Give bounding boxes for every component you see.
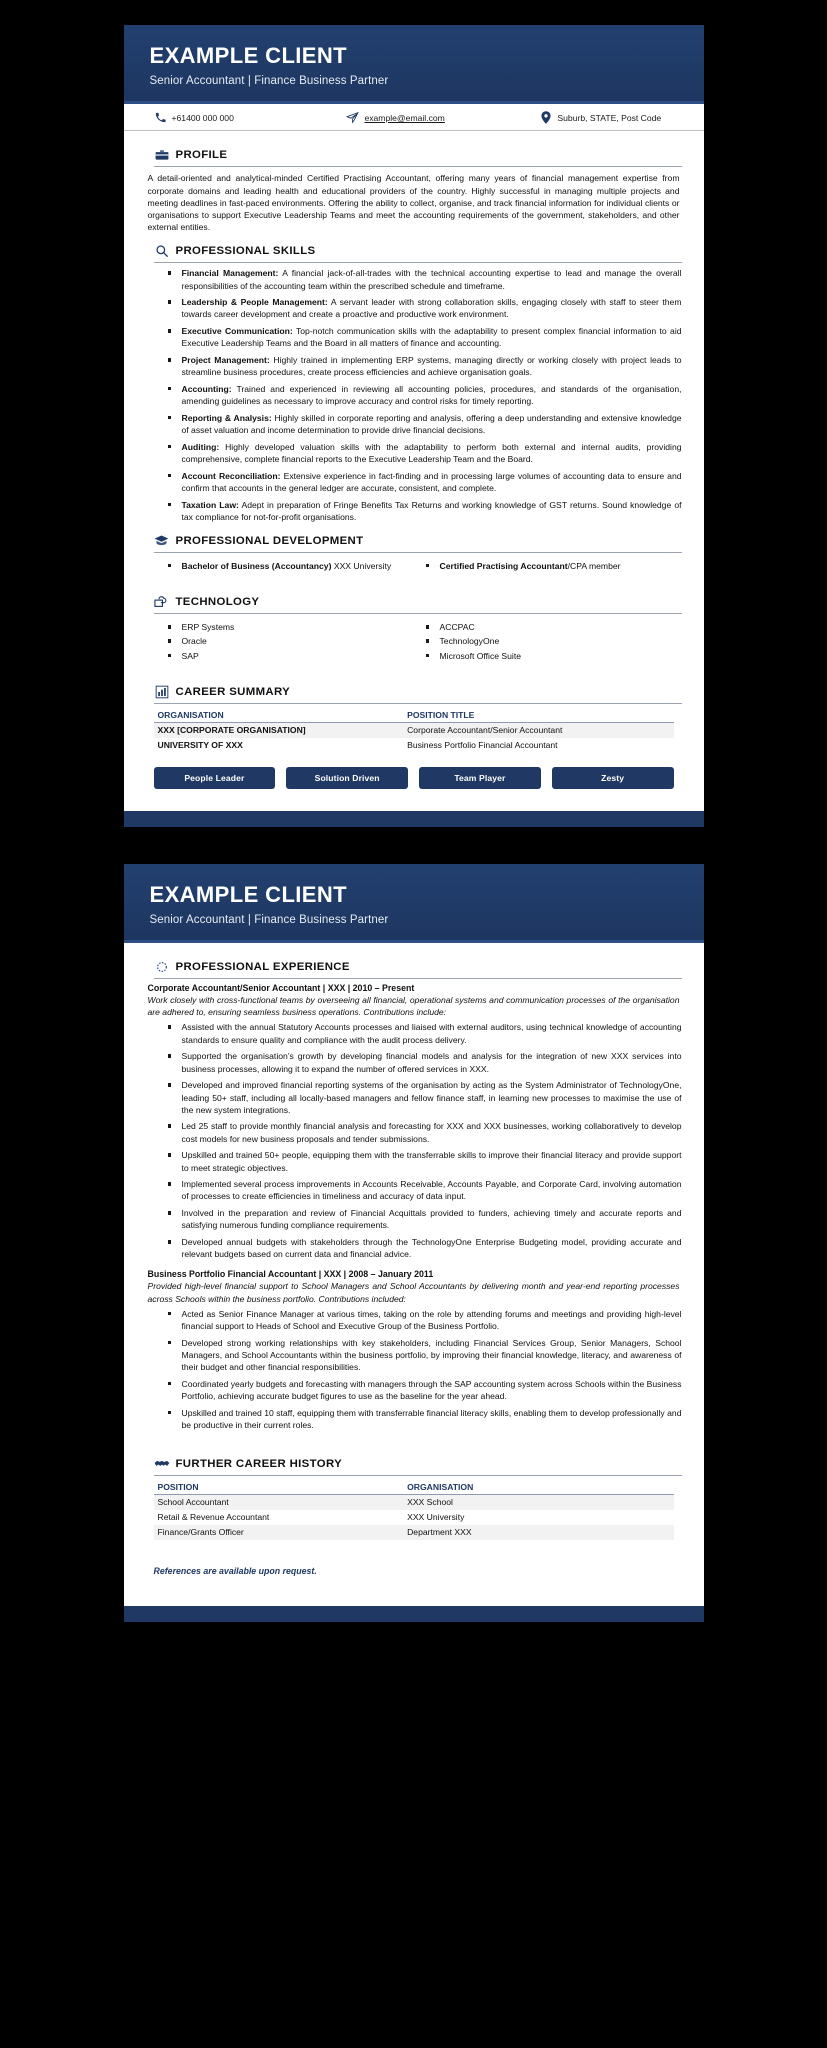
header-subtitle: Senior Accountant | Finance Business Partner [149, 75, 389, 88]
section-career-summary-heading [146, 684, 682, 700]
section-divider [154, 552, 682, 553]
list-item [166, 499, 682, 523]
technology-columns [146, 618, 682, 664]
page-2-content [124, 943, 704, 1594]
list-item [166, 470, 682, 494]
table-row [154, 722, 674, 738]
list-item: Developed strong working relationships with key stakeholders, including Financial Services Group, Senior Managers, School Managers, and School Accountants within the business portfolio, by improving their financial knowledge, literacy, and awareness of their budget and other financial responsibilities. [166, 1337, 682, 1374]
section-divider [154, 262, 682, 263]
resume-page-2 [124, 864, 704, 1622]
qualification-text: XXX University [331, 560, 392, 571]
list-item [166, 325, 682, 349]
gear-icon [154, 959, 170, 975]
section-technology-heading [146, 594, 682, 610]
skill-text: A servant leader with strong collaboration skills, engaging closely with staff to steer them towards career development and create a proactive and productive work environment. [181, 297, 682, 320]
paper-plane-icon [346, 111, 359, 124]
page-separator [0, 827, 827, 864]
further-career-history-table [154, 1480, 674, 1540]
table-row [154, 1494, 674, 1510]
list-item: Assisted with the annual Statutory Accounts processes and liaised with external auditors, using technical knowledge of accounting standards to ensure quality and compliance with the audit process delivery. [166, 1021, 682, 1045]
list-item [166, 560, 424, 572]
list-item: ACCPAC [424, 621, 682, 633]
section-title: TECHNOLOGY [175, 596, 260, 609]
column-header: POSITION TITLE [403, 708, 673, 723]
list-item: Developed annual budgets with stakeholders through the TechnologyOne Enterprise Budgeting model, providing accurate and relevant budgets based on current data and financial advice. [166, 1236, 682, 1260]
skill-label: Project Management: [181, 355, 270, 366]
skill-label: Auditing: [181, 441, 220, 452]
cell-organisation: XXX University [407, 1512, 465, 1523]
list-item [166, 412, 682, 436]
section-professional-experience-heading [146, 959, 682, 975]
skill-label: Taxation Law: [181, 499, 239, 510]
section-divider [154, 703, 682, 704]
column-header: ORGANISATION [154, 708, 404, 723]
list-item: Microsoft Office Suite [424, 650, 682, 662]
list-item: TechnologyOne [424, 635, 682, 647]
bar-chart-icon [154, 684, 170, 700]
list-item: Acted as Senior Finance Manager at various times, taking on the role by attending forums and meetings and providing high-level financial support to Heads of School and Executive Group of the Business Portfolio. [166, 1308, 682, 1332]
job-title: Business Portfolio Financial Accountant | XXX | 2008 – January 2011 [147, 1269, 434, 1280]
section-title: CAREER SUMMARY [175, 685, 291, 698]
skill-label: Account Reconciliation: [181, 470, 281, 481]
cell-organisation: XXX [CORPORATE ORGANISATION] [154, 722, 404, 738]
career-summary-table [154, 708, 674, 753]
skill-text: Top-notch communication skills with the adaptability to present complex financial information to aid Executive Leadership Teams and the Board in all matters of finance and accounting. [181, 326, 682, 349]
contact-email-text[interactable]: example@email.com [364, 112, 445, 123]
list-item [166, 354, 682, 378]
handshake-icon [154, 1456, 170, 1472]
skill-label: Reporting & Analysis: [181, 412, 272, 423]
section-profile-heading [146, 147, 682, 163]
section-divider [154, 978, 682, 979]
professional-development-left [166, 557, 424, 574]
list-item: Involved in the preparation and review of Financial Acquittals provided to funders, achieving timely and accurate reports and satisfying numerous funding compliance requirements. [166, 1207, 682, 1231]
skill-text: Highly developed valuation skills with the adaptability to perform both external and internal audits, providing comprehensive, complete financial reports to the Executive Leadership Team and the Board. [181, 441, 682, 464]
skill-text: Adept in preparation of Fringe Benefits Tax Returns and working knowledge of GST returns. Sound knowledge of tax compliance for not-for-profit organisations. [181, 499, 682, 522]
contact-location [539, 111, 681, 124]
professional-development-right [424, 557, 682, 574]
section-divider [154, 166, 682, 167]
skill-label: Financial Management: [181, 268, 279, 279]
contact-email[interactable] [346, 111, 539, 124]
map-pin-icon [539, 111, 552, 124]
professional-skills-list [146, 267, 682, 523]
graduation-cap-icon [154, 533, 170, 549]
contact-phone [146, 111, 347, 124]
spacer [146, 1436, 682, 1446]
badge-people-leader[interactable]: People Leader [154, 767, 276, 789]
cell-position: Business Portfolio Financial Accountant [407, 740, 558, 751]
cell-organisation: XXX School [403, 1494, 673, 1510]
header-banner [124, 25, 704, 101]
skill-text: Highly trained in implementing ERP systems, managing directly or working closely with project leads to streamline business procedures, create process efficiencies and achieve organisation goals. [181, 355, 682, 378]
badge-solution-driven[interactable]: Solution Driven [286, 767, 408, 789]
section-professional-skills-heading [146, 243, 682, 259]
table-header-row [154, 708, 674, 723]
list-item [424, 560, 682, 572]
list-item [166, 383, 682, 407]
technology-left [166, 618, 424, 664]
list-item: Led 25 staff to provide monthly financial analysis and forecasting for XXX and XXX businesses, working collaboratively to develop cost models for new business proposals and tender submissions. [166, 1120, 682, 1144]
spacer [146, 1576, 682, 1584]
table-header-row [154, 1480, 674, 1495]
technology-list [166, 621, 424, 662]
column-header: POSITION [154, 1480, 404, 1495]
list-item [166, 441, 682, 465]
contact-row [124, 104, 704, 131]
section-professional-development-heading [146, 533, 682, 549]
skill-text: Trained and experienced in reviewing all accounting policies, procedures, and standards of the organisation, amending guidelines as necessary to improve accuracy and control risks for timely reporting. [181, 383, 682, 407]
section-title: PROFESSIONAL DEVELOPMENT [175, 534, 364, 547]
list-item: Oracle [166, 635, 424, 647]
profile-text: A detail-oriented and analytical-minded Certified Practising Accountant, offering many years of financial management expertise from corporate domains and leading health and educational providers of the country. Highly successful in managing multiple projects and meeting deadlines in fast-paced environments. Offering the ability to collect, organise, and track financial information for individual clients or organisations to support Executive Leadership Teams and meet the accounting requirements of the government, stakeholders, and other external entities. [147, 173, 680, 233]
cell-position: Retail & Revenue Accountant [157, 1512, 270, 1523]
contact-location-text: Suburb, STATE, Post Code [557, 112, 662, 123]
list-item [166, 296, 682, 320]
magnifier-icon [154, 243, 170, 259]
phone-icon [154, 111, 167, 124]
section-title: FURTHER CAREER HISTORY [175, 1457, 343, 1470]
section-divider [154, 613, 682, 614]
job-bullets [146, 1308, 682, 1431]
section-title: PROFESSIONAL SKILLS [175, 245, 316, 258]
cell-organisation: UNIVERSITY OF XXX [157, 740, 243, 751]
cell-position: School Accountant [154, 1494, 404, 1510]
list-item: Upskilled and trained 50+ people, equipping them with the transferrable skills to improve their financial literacy and provide support to meet strategic objectives. [166, 1149, 682, 1173]
resume-page-1 [124, 25, 704, 827]
table-row [154, 738, 674, 753]
technology-right [424, 618, 682, 664]
list-item: Upskilled and trained 10 staff, equipping them with transferrable financial literacy skills, enabling them to develop professionally and be productive in their current roles. [166, 1407, 682, 1431]
job-bullets [146, 1021, 682, 1260]
list-item: Implemented several process improvements in Accounts Receivable, Accounts Payable, and Corporate Card, involving automation of processes to create efficiencies in timeliness and accuracy of data input. [166, 1178, 682, 1202]
page-2-footer-bar [124, 1606, 704, 1622]
skill-text: A financial jack-of-all-trades with the technical accounting expertise to lead and manage the overall responsibilities of the accounting team within the prescribed schedule and timeframe. [181, 268, 682, 291]
attribute-badges [146, 753, 682, 789]
skill-label: Leadership & People Management: [181, 297, 328, 308]
skill-text: Highly skilled in corporate reporting and analysis, offering a deep understanding and extensive knowledge of asset valuation and income determination to provide drive financial decisions. [181, 412, 682, 436]
spacer [146, 664, 682, 674]
cell-position: Corporate Accountant/Senior Accountant [403, 722, 673, 738]
cell-organisation: Department XXX [403, 1525, 673, 1540]
job-summary: Provided high-level financial support to School Managers and School Accountants by delivering month and year-end reporting processes across Schools within the business portfolio. Contributions included: [147, 1281, 680, 1304]
skill-text: Extensive experience in fact-finding and in processing large volumes of accounting data to ensure and confirm that accounts in the general ledger are accurate, consistent, and complete. [181, 470, 682, 493]
contact-phone-text: +61400 000 000 [171, 112, 234, 123]
job-summary: Work closely with cross-functional teams by overseeing all financial, operational systems and communication processes of the organisation are adhered to, ensuring seamless business operations. Contributions include: [147, 995, 680, 1018]
list-item: Coordinated yearly budgets and forecasting with managers through the SAP accounting system across Schools within the Business Portfolio, achieving accurate budget figures to use as the baseline for the year ahead. [166, 1378, 682, 1402]
section-title: PROFILE [175, 149, 228, 162]
list-item: ERP Systems [166, 621, 424, 633]
job-title: Corporate Accountant/Senior Accountant | XXX | 2010 – Present [147, 983, 415, 994]
section-divider [154, 1475, 682, 1476]
header-subtitle: Senior Accountant | Finance Business Partner [149, 914, 389, 927]
badge-team-player[interactable]: Team Player [419, 767, 541, 789]
qualification-list [424, 560, 682, 572]
qualification-list [166, 560, 424, 572]
qualification-text: /CPA member [567, 560, 621, 571]
references-note: References are available upon request. [153, 1565, 317, 1576]
list-item [166, 267, 682, 291]
list-item: Developed and improved financial reporting systems of the organisation by acting as the System Administrator of TechnologyOne, leading 50+ staff, including all locally-based managers and fellow finance staff, in learning new processes to maximise the use of the new system integrations. [166, 1079, 682, 1116]
briefcase-icon [154, 147, 170, 163]
page-title: EXAMPLE CLIENT [149, 43, 347, 68]
header-banner [124, 864, 704, 940]
table-row [154, 1525, 674, 1540]
professional-development-columns [146, 557, 682, 574]
page-1-footer-bar [124, 811, 704, 827]
section-title: PROFESSIONAL EXPERIENCE [175, 961, 350, 974]
monitor-icon [154, 594, 170, 610]
list-item: Supported the organisation’s growth by developing financial models and analysis for the integration of new XXX services into business processes, allowing it to expand the number of offered services in XXX. [166, 1050, 682, 1074]
list-item: SAP [166, 650, 424, 662]
cell-position: Finance/Grants Officer [154, 1525, 404, 1540]
badge-zesty[interactable]: Zesty [552, 767, 674, 789]
page-title: EXAMPLE CLIENT [149, 881, 347, 907]
technology-list [424, 621, 682, 662]
section-further-career-history-heading [146, 1456, 682, 1472]
table-row [154, 1510, 674, 1525]
qualification-label: Certified Practising Accountant [439, 560, 568, 571]
skill-label: Executive Communication: [181, 326, 293, 337]
column-header: ORGANISATION [403, 1480, 673, 1495]
spacer [146, 574, 682, 584]
page-1-content [124, 131, 704, 798]
skill-label: Accounting: [181, 383, 232, 394]
qualification-label: Bachelor of Business (Accountancy) [181, 560, 332, 571]
